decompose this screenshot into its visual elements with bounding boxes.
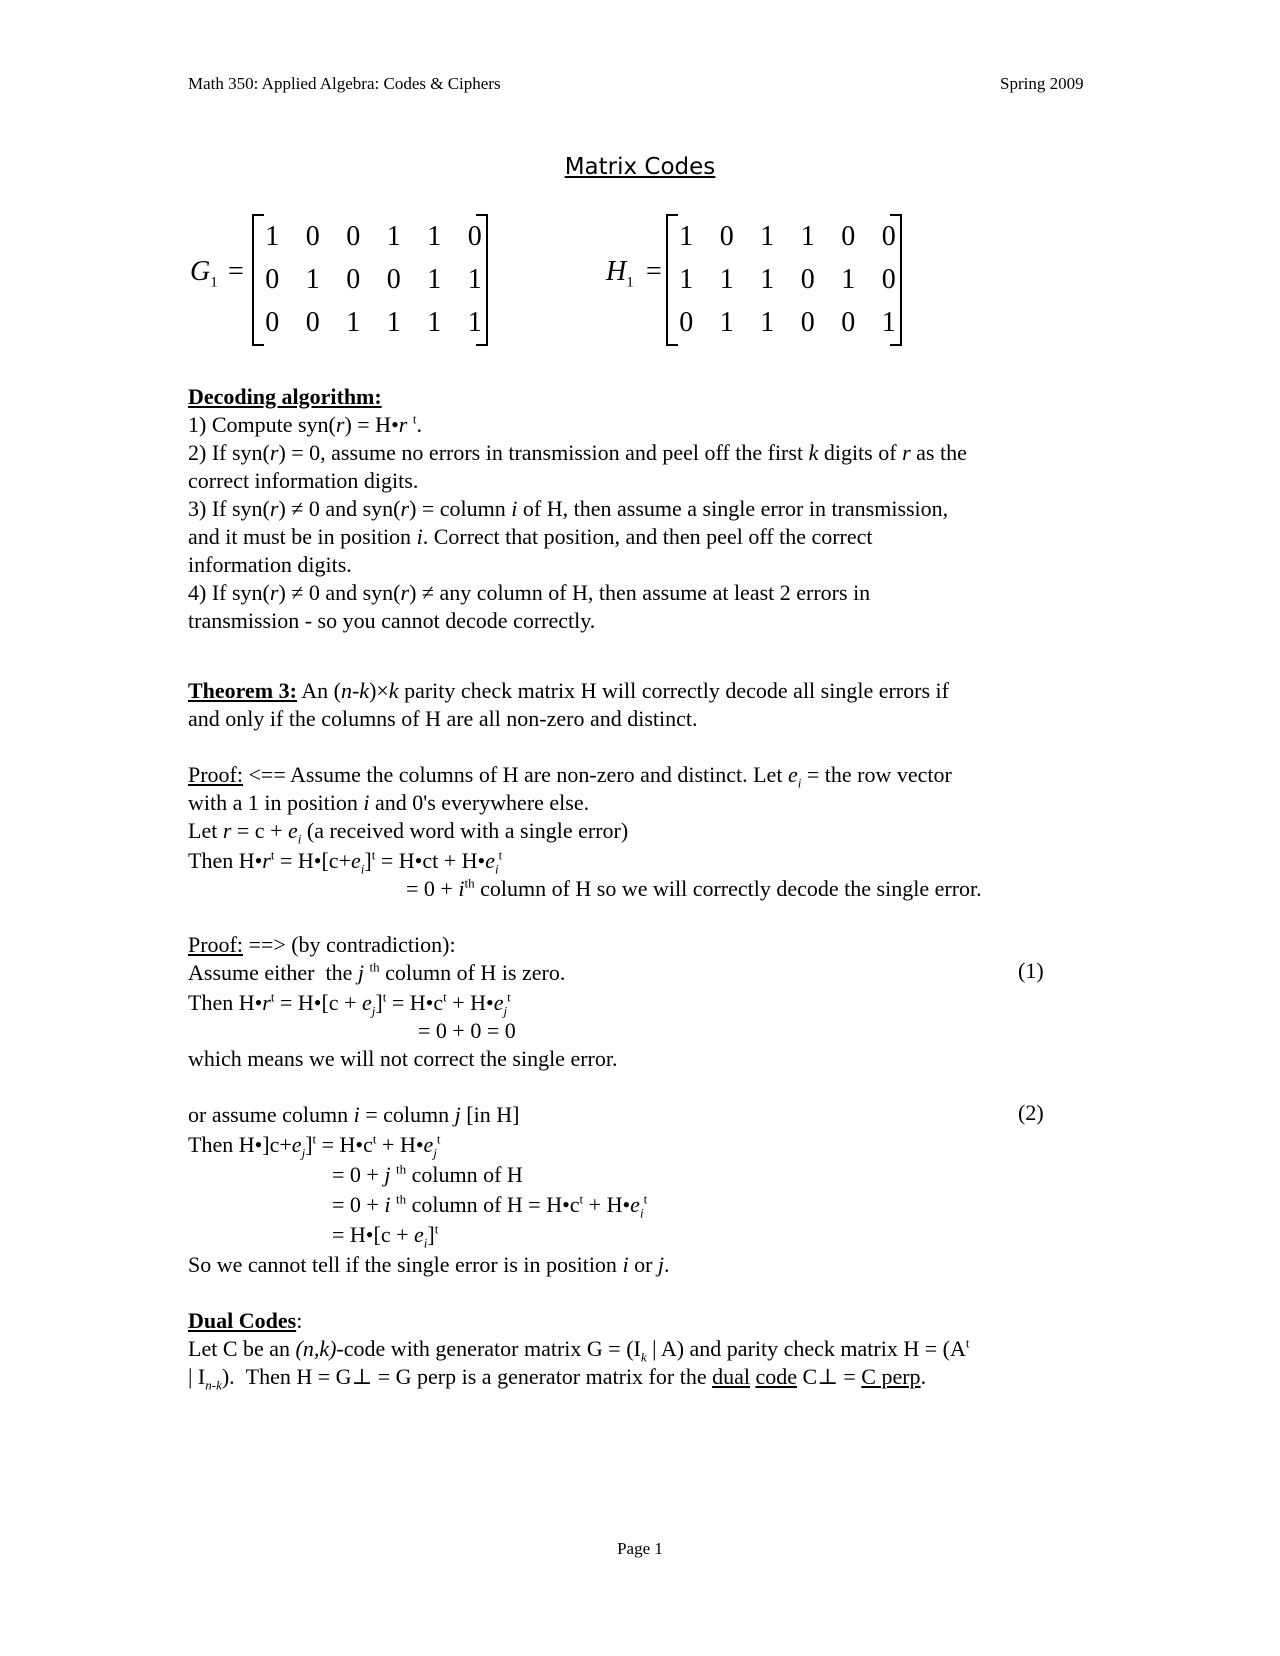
matrix-row xyxy=(252,306,495,340)
matrix-cell: 1 xyxy=(841,264,856,295)
dual-line-1: Let C be an (n,k)-code with generator matrix $G = (I_k$ | A) and parity check matrix $H = (A^t$ xyxy=(188,1335,970,1365)
g1-equals: = xyxy=(228,256,244,287)
decoding-step-2-cont: correct information digits. xyxy=(188,468,419,493)
matrix-cell: 0 xyxy=(265,307,280,338)
equation-number-2: (2) xyxy=(1018,1100,1044,1125)
matrix-cell: 0 xyxy=(841,221,856,252)
decoding-step-3: 3) If syn(r) ≠ 0 and syn(r) = column i of H, then assume a single error in transmission, xyxy=(188,496,949,521)
proof2-line-10: = H•[c + $e_i]^t$ xyxy=(332,1221,439,1251)
proof2-line-2: Assume either the j $^{th}$ column of H is zero. xyxy=(188,959,566,985)
matrix-cell: 0 xyxy=(679,307,694,338)
matrix-cell: 0 xyxy=(719,221,734,252)
matrix-cell: 1 xyxy=(427,307,442,338)
matrix-cell: 1 xyxy=(719,264,734,295)
dual-heading: Dual Codes: xyxy=(188,1308,303,1333)
matrix-cell: 1 xyxy=(427,264,442,295)
proof2-line-11: So we cannot tell if the single error is in position i or j. xyxy=(188,1252,670,1277)
decoding-step-3-cont2: information digits. xyxy=(188,552,352,577)
h1-label: $H_1$ xyxy=(606,256,634,291)
matrix-cell: 0 xyxy=(346,221,361,252)
matrix-cell: 0 xyxy=(265,264,280,295)
proof2-line-8: = 0 + j $^{th}$ column of H xyxy=(332,1161,523,1187)
matrix-cell: 0 xyxy=(346,264,361,295)
page-number: Page 1 xyxy=(617,1539,663,1558)
matrix-cell: 1 xyxy=(679,221,694,252)
proof1-line-2: with a 1 in position i and 0's everywhere else. xyxy=(188,790,590,815)
matrix-cell: 1 xyxy=(760,221,775,252)
decoding-step-1: 1) Compute syn(r) = H•r $^t$. xyxy=(188,411,422,437)
matrix-row xyxy=(252,263,495,297)
decoding-step-3-cont: and it must be in position i. Correct that position, and then peel off the correct xyxy=(188,524,873,549)
decoding-step-4: 4) If syn(r) ≠ 0 and syn(r) ≠ any column of H, then assume at least 2 errors in xyxy=(188,580,871,605)
parity-check-matrix-h1 xyxy=(666,216,902,344)
matrix-cell: 0 xyxy=(841,307,856,338)
matrix-cell: 1 xyxy=(305,264,320,295)
proof1-line-5: = $0 + i^{th}$ column of H so we will correctly decode the single error. xyxy=(406,875,982,901)
matrix-cell: 1 xyxy=(679,264,694,295)
matrix-cell: 1 xyxy=(386,221,401,252)
matrix-row xyxy=(666,263,909,297)
matrix-cell: 1 xyxy=(719,307,734,338)
proof2-line-1: Proof: ==> (by contradiction): xyxy=(188,932,456,957)
matrix-cell: 1 xyxy=(265,221,280,252)
decoding-step-4-cont: transmission - so you cannot decode correctly. xyxy=(188,608,596,633)
matrix-cell: 1 xyxy=(881,307,896,338)
matrix-cell: 0 xyxy=(800,264,815,295)
matrix-row xyxy=(252,220,495,254)
generator-matrix-g1 xyxy=(252,216,488,344)
matrix-cell: 1 xyxy=(467,307,482,338)
matrix-cell: 0 xyxy=(305,221,320,252)
matrix-cell: 1 xyxy=(386,307,401,338)
matrix-cell: 0 xyxy=(881,221,896,252)
dual-line-2: | $I_{n-k}$). Then H = G⊥ = G perp is a generator matrix for the dual code C⊥ = C perp. xyxy=(188,1364,927,1393)
decoding-step-2: 2) If syn(r) = 0, assume no errors in transmission and peel off the first k digits of r as the xyxy=(188,440,967,465)
matrix-cell: 1 xyxy=(760,307,775,338)
header-course: Math 350: Applied Algebra: Codes & Ciphers xyxy=(188,74,501,93)
proof2-line-7: Then $H•]c+e_j]^t$ = $H•c^t$ + $H•e_j^t$ xyxy=(188,1131,441,1161)
header-term: Spring 2009 xyxy=(1000,74,1084,93)
matrix-cell: 0 xyxy=(386,264,401,295)
matrix-cell: 1 xyxy=(346,307,361,338)
matrix-cell: 0 xyxy=(881,264,896,295)
matrix-cell: 1 xyxy=(760,264,775,295)
proof2-line-9: = 0 + i $^{th}$ column of $H = H•c^t$ + $H•e_i^t$ xyxy=(332,1191,648,1221)
equation-number-1: (1) xyxy=(1018,958,1044,983)
matrix-cell: 0 xyxy=(800,307,815,338)
proof2-line-5: which means we will not correct the single error. xyxy=(188,1046,618,1071)
h1-equals: = xyxy=(646,256,662,287)
proof2-line-6: or assume column i = column j [in H] xyxy=(188,1102,520,1127)
proof2-line-3: Then $H•r^t$ = H•[c + $e_j]^t$ = $H•c^t$ + $H•e_j^t$ xyxy=(188,989,511,1019)
page-title: Matrix Codes xyxy=(564,154,716,180)
matrix-row xyxy=(666,306,909,340)
decoding-heading: Decoding algorithm: xyxy=(188,384,382,409)
proof1-line-3: Let $r = c + e_i$ (a received word with a single error) xyxy=(188,818,629,847)
theorem-line-2: and only if the columns of H are all non-zero and distinct. xyxy=(188,706,698,731)
proof2-line-4: = 0 + 0 = 0 xyxy=(418,1018,516,1043)
matrix-cell: 1 xyxy=(800,221,815,252)
matrix-cell: 0 xyxy=(467,221,482,252)
matrix-cell: 1 xyxy=(427,221,442,252)
proof1-line-4: Then $H•r^t$ = $H•[c+e_i]^t$ = H•ct + $H•e_i^t$ xyxy=(188,847,503,877)
proof1-line-1: Proof: <== Assume the columns of H are non-zero and distinct. Let $e_i$ = the row vector xyxy=(188,762,952,791)
matrix-row xyxy=(666,220,909,254)
matrix-cell: 1 xyxy=(467,264,482,295)
matrix-cell: 0 xyxy=(305,307,320,338)
theorem-line-1: Theorem 3: An (n-k)×k parity check matrix H will correctly decode all single errors if xyxy=(188,678,949,703)
g1-label: $G_1$ xyxy=(190,256,218,291)
